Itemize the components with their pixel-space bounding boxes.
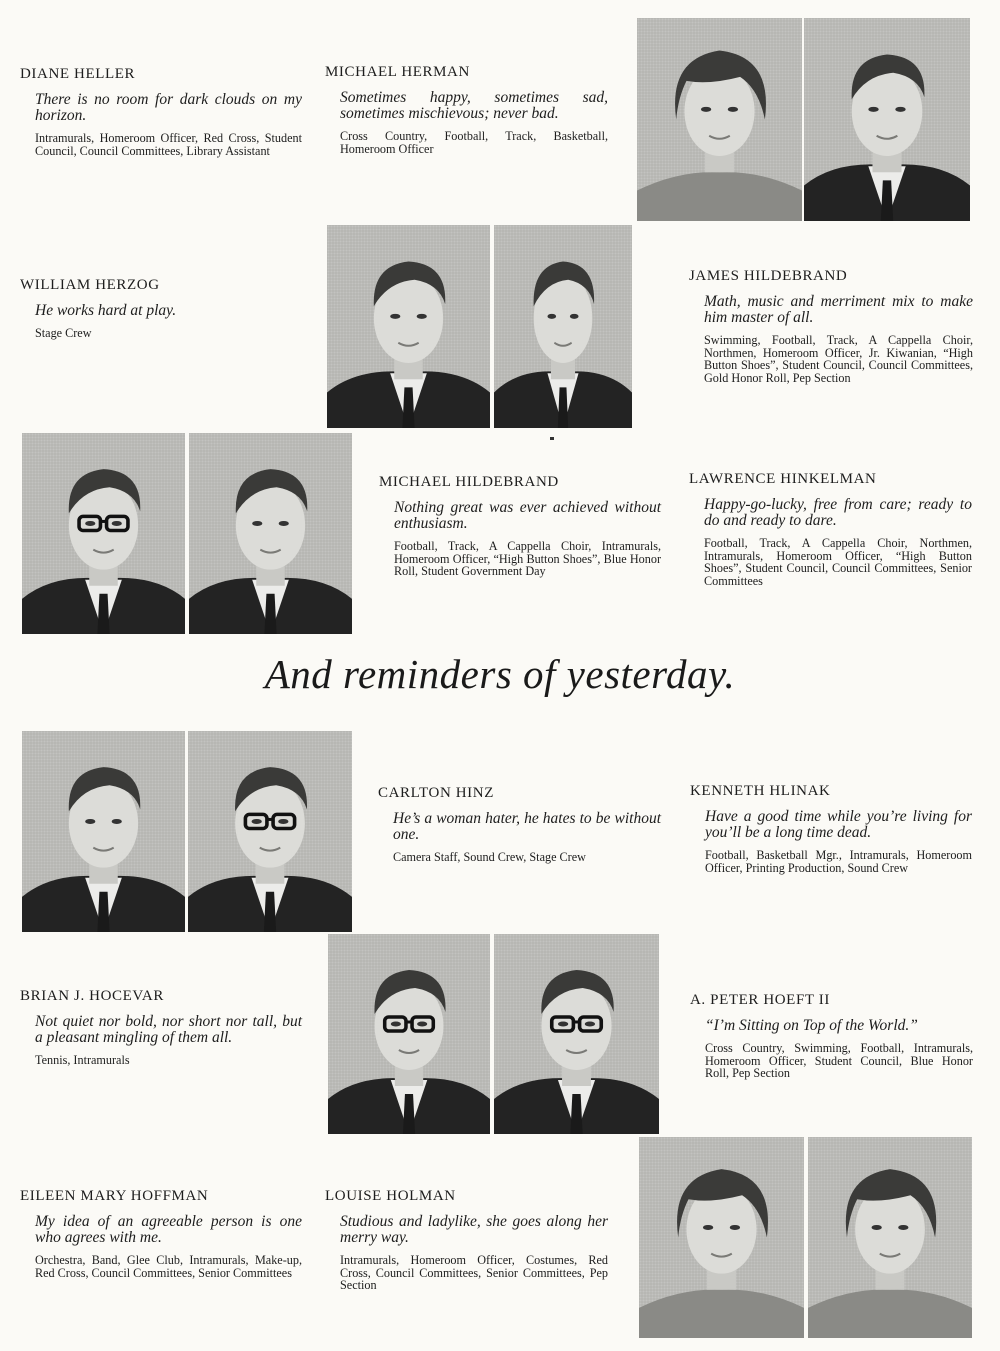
student-name: JAMES HILDEBRAND <box>689 268 848 284</box>
entry-william-herzog <box>20 277 302 340</box>
student-activities: Camera Staff, Sound Crew, Stage Crew <box>393 850 586 864</box>
portrait-photo-peter-hoeft <box>494 934 659 1134</box>
student-quote: Math, music and merriment mix to make him master of all. <box>704 293 973 326</box>
portrait-photo-michael-herman <box>804 18 970 221</box>
entry-james-hildebrand <box>689 268 973 384</box>
student-quote: There is no room for dark clouds on my horizon. <box>35 91 302 124</box>
student-name: LAWRENCE HINKELMAN <box>689 471 877 487</box>
entry-carlton-hinz <box>378 785 661 864</box>
entry-michael-hildebrand <box>379 474 661 578</box>
portrait-photo-diane-heller <box>637 18 802 221</box>
student-activities: Cross Country, Swimming, Football, Intramurals, Homeroom Officer, Student Council, Blue Honor Roll, Pep Section <box>705 1041 973 1080</box>
portrait-photo-william-herzog <box>327 225 490 428</box>
student-name: KENNETH HLINAK <box>690 783 831 799</box>
student-activities: Football, Basketball Mgr., Intramurals, Homeroom Officer, Printing Production, Sound Crew <box>705 848 972 875</box>
student-name: MICHAEL HERMAN <box>325 64 470 80</box>
student-quote: Nothing great was ever achieved without enthusiasm. <box>394 499 661 532</box>
student-name: LOUISE HOLMAN <box>325 1188 456 1204</box>
student-name: EILEEN MARY HOFFMAN <box>20 1188 209 1204</box>
student-activities: Orchestra, Band, Glee Club, Intramurals, Make-up, Red Cross, Council Committees, Senior Committees <box>35 1253 302 1280</box>
student-activities: Football, Track, A Cappella Choir, Northmen, Intramurals, Homeroom Officer, “High Button Shoes”, Student Council, Council Committees, Senior Committees <box>704 536 972 588</box>
entry-lawrence-hinkelman <box>689 471 972 587</box>
portrait-photo-kenneth-hlinak <box>188 731 352 932</box>
student-activities: Stage Crew <box>35 326 92 340</box>
student-activities: Football, Track, A Cappella Choir, Intramurals, Homeroom Officer, “High Button Shoes”, Blue Honor Roll, Student Government Day <box>394 539 661 578</box>
student-quote: My idea of an agreeable person is one who agrees with me. <box>35 1213 302 1246</box>
student-activities: Cross Country, Football, Track, Basketball, Homeroom Officer <box>340 129 608 156</box>
portrait-photo-carlton-hinz <box>22 731 185 932</box>
student-activities: Swimming, Football, Track, A Cappella Choir, Northmen, Homeroom Officer, Jr. Kiwanian, “High Button Shoes”, Student Council, Council Committees, Gold Honor Roll, Pep Section <box>704 333 973 385</box>
student-name: MICHAEL HILDEBRAND <box>379 474 559 490</box>
student-quote: Have a good time while you’re living for you’ll be a long time dead. <box>705 808 972 841</box>
student-name: BRIAN J. HOCEVAR <box>20 988 164 1004</box>
section-headline: And reminders of yesterday. <box>264 651 736 697</box>
portrait-photo-michael-hildebrand <box>22 433 185 634</box>
student-quote: “I’m Sitting on Top of the World.” <box>705 1017 918 1034</box>
printing-speck <box>550 437 554 440</box>
student-name: CARLTON HINZ <box>378 785 494 801</box>
portrait-photo-louise-holman <box>808 1137 972 1338</box>
portrait-photo-lawrence-hinkelman <box>189 433 352 634</box>
entry-peter-hoeft <box>690 992 973 1080</box>
student-quote: Sometimes happy, sometimes sad, sometimes mischievous; never bad. <box>340 89 608 122</box>
entry-eileen-hoffman <box>20 1188 302 1279</box>
student-activities: Intramurals, Homeroom Officer, Red Cross, Student Council, Council Committees, Library Assistant <box>35 131 302 158</box>
student-quote: He works hard at play. <box>35 302 177 319</box>
portrait-photo-eileen-hoffman <box>639 1137 804 1338</box>
student-quote: He’s a woman hater, he hates to be without one. <box>393 810 661 843</box>
student-quote: Happy-go-lucky, free from care; ready to do and ready to dare. <box>704 496 972 529</box>
student-activities: Intramurals, Homeroom Officer, Costumes, Red Cross, Council Committees, Senior Committees, Pep Section <box>340 1253 608 1292</box>
entry-kenneth-hlinak <box>690 783 972 874</box>
student-quote: Not quiet nor bold, nor short nor tall, but a pleasant mingling of them all. <box>35 1013 302 1046</box>
student-name: DIANE HELLER <box>20 66 136 82</box>
student-name: WILLIAM HERZOG <box>20 277 160 293</box>
student-activities: Tennis, Intramurals <box>35 1053 130 1067</box>
entry-diane-heller <box>20 66 302 157</box>
entry-louise-holman <box>325 1188 608 1292</box>
student-name: A. PETER HOEFT II <box>690 992 830 1008</box>
portrait-photo-james-hildebrand <box>494 225 632 428</box>
entry-brian-hocevar <box>20 988 302 1067</box>
student-quote: Studious and ladylike, she goes along her merry way. <box>340 1213 608 1246</box>
portrait-photo-brian-hocevar <box>328 934 490 1134</box>
entry-michael-herman <box>325 64 608 155</box>
